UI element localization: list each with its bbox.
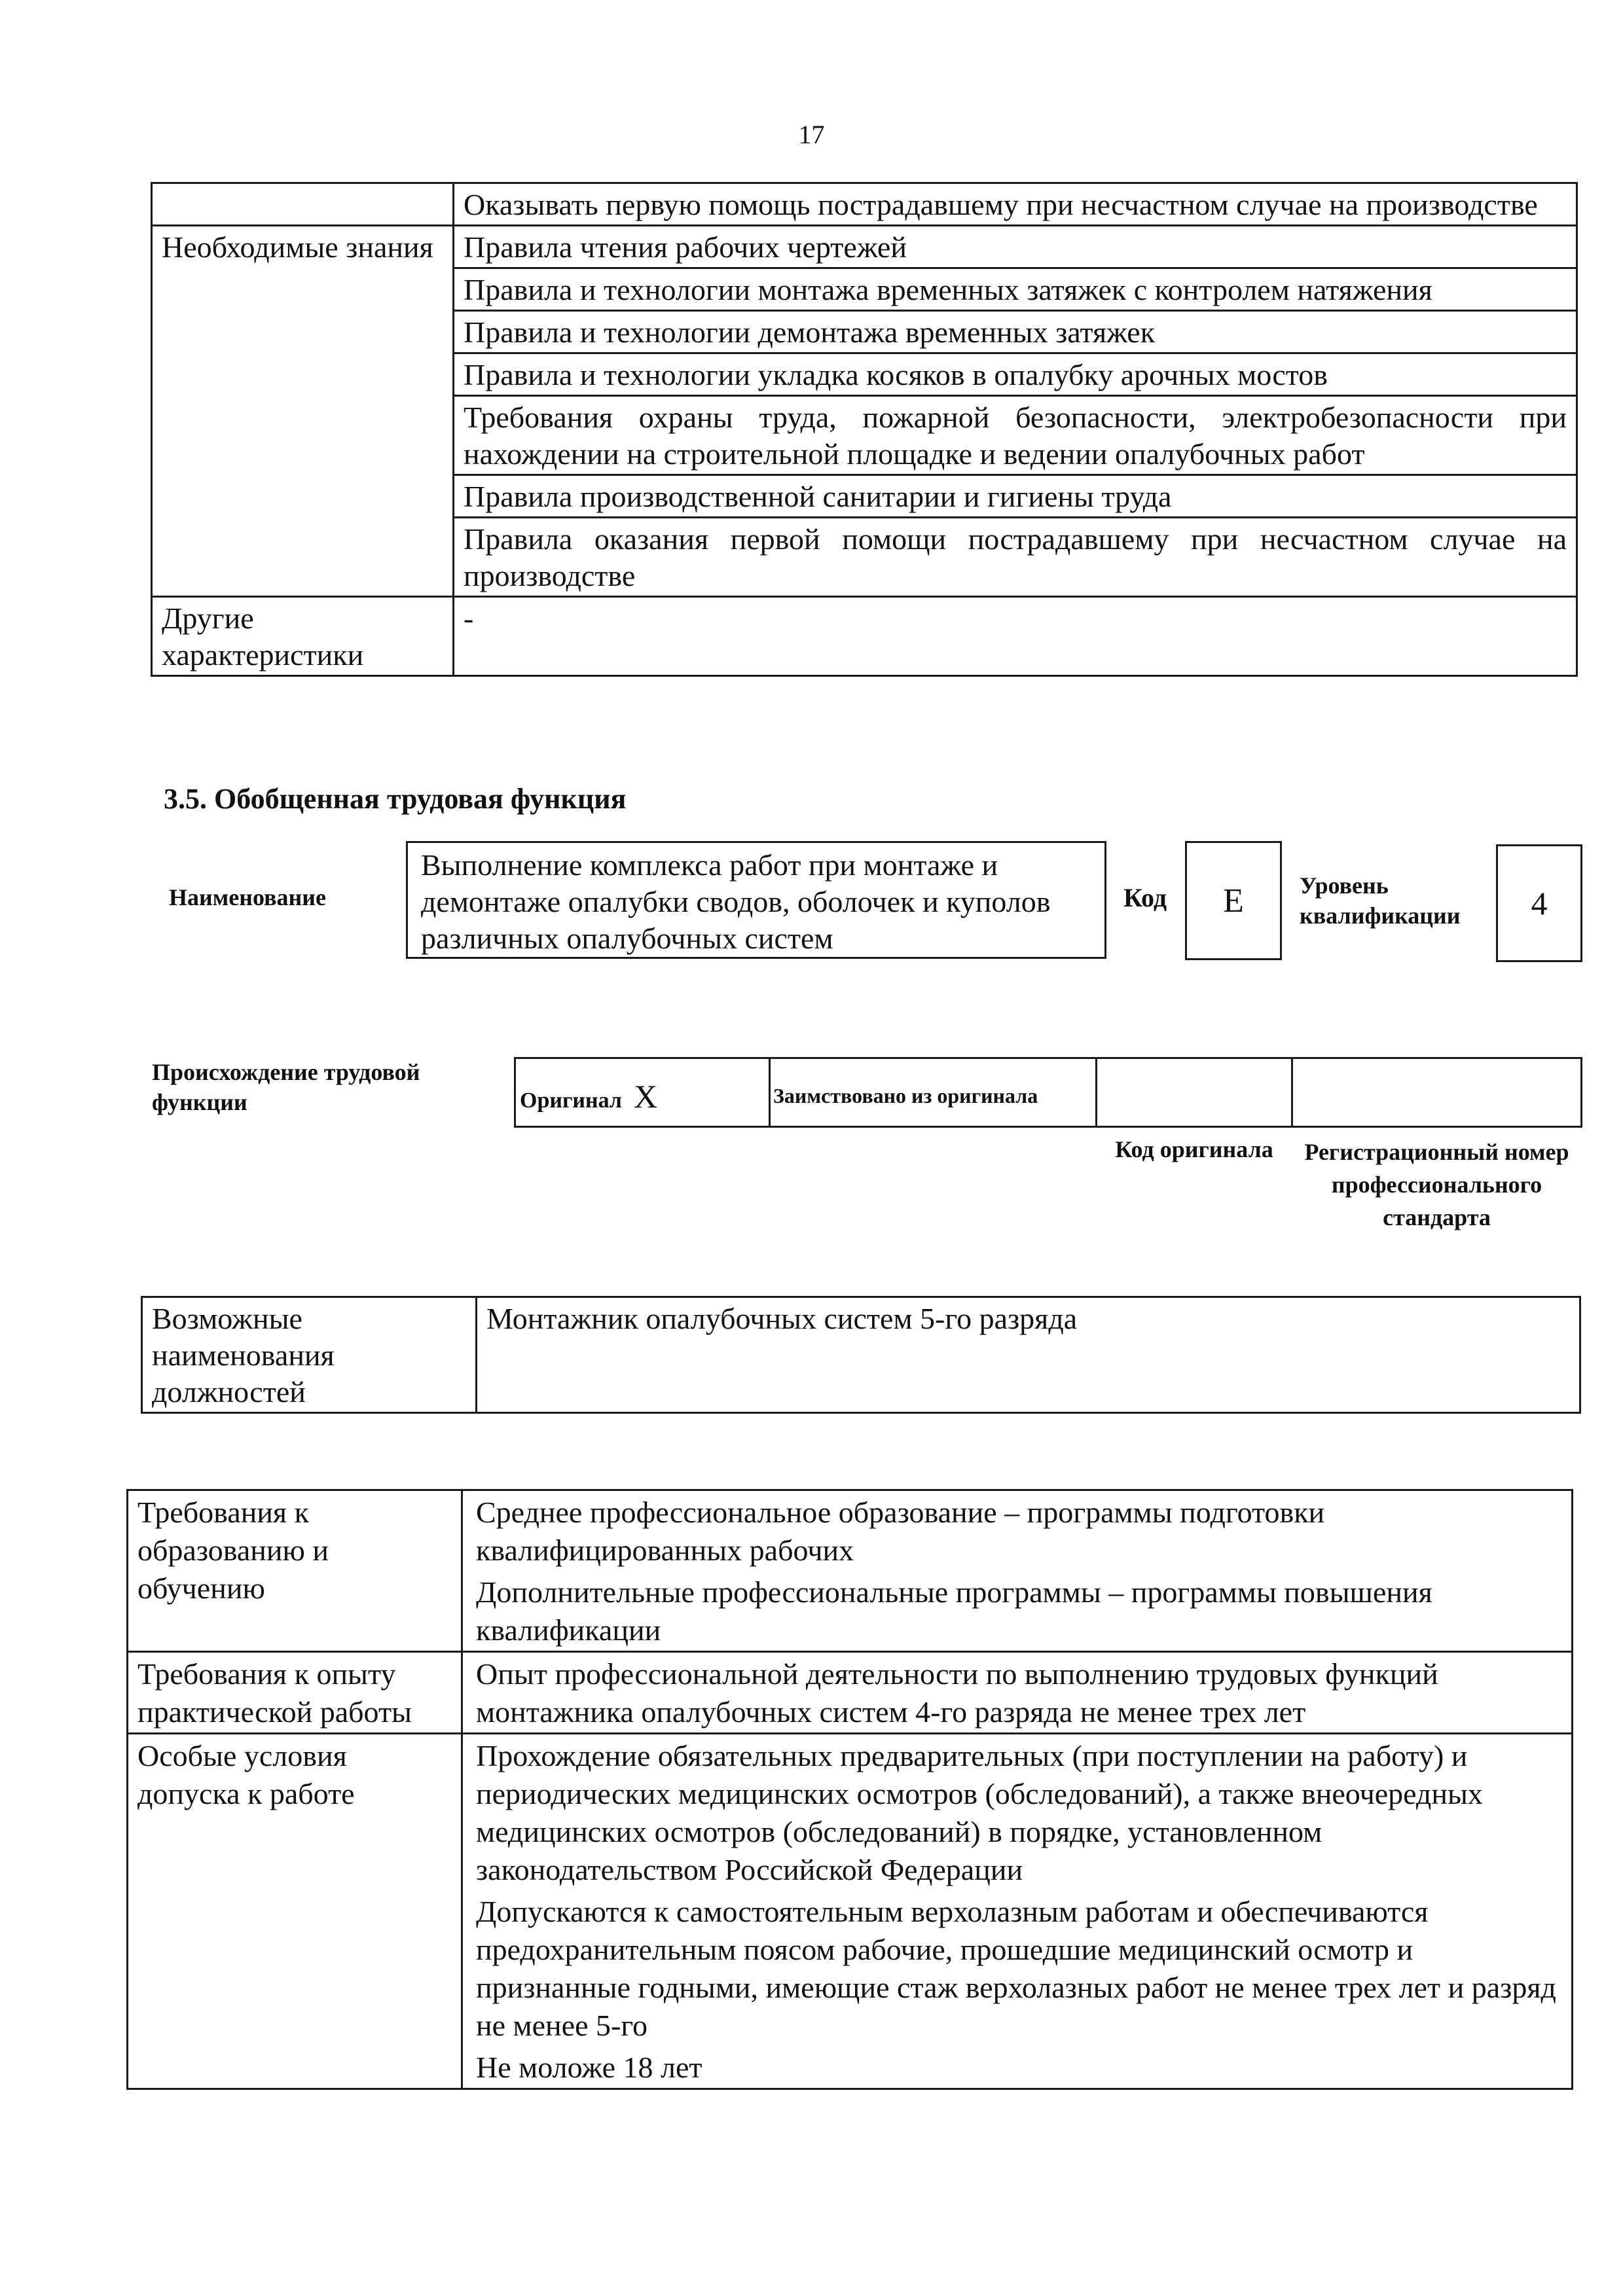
education-label: Требования к образованию и обучению [128, 1490, 462, 1652]
function-name-box: Выполнение комплекса работ при монтаже и демонтаже опалубки сводов, оболочек и куполов различных опалубочных систем [406, 841, 1106, 959]
code-label: Код [1123, 883, 1167, 912]
table-row [128, 1734, 1573, 2089]
original-cell [514, 1057, 771, 1128]
code-original-label: Код оригинала [1115, 1136, 1273, 1162]
page-number: 17 [798, 120, 825, 149]
condition-value: Не моложе 18 лет [476, 2051, 702, 2084]
reg-number-cell [1291, 1057, 1582, 1128]
name-label: Наименование [169, 884, 326, 910]
row-label [152, 183, 454, 226]
row-value: Правила и технологии укладка косяков в опалубку арочных мостов [454, 353, 1577, 396]
table-row [128, 1490, 1573, 1652]
row-value: Требования охраны труда, пожарной безопасности, электробезопасности при нахождении на строительной площадке и ведении опалубочных работ [454, 396, 1577, 475]
requirements-table [126, 1489, 1573, 2090]
original-mark: X [633, 1078, 658, 1115]
knowledge-table [151, 182, 1578, 677]
row-value: Оказывать первую помощь пострадавшему при несчастном случае на производстве [454, 183, 1577, 226]
row-value: - [454, 597, 1577, 676]
table-row [152, 226, 1577, 268]
experience-value: Опыт профессиональной деятельности по выполнению трудовых функций монтажника опалубочных систем 4-го разряда не менее трех лет [462, 1652, 1573, 1734]
education-values [462, 1490, 1573, 1652]
experience-label: Требования к опыту практической работы [128, 1652, 462, 1734]
reg-number-label: Регистрационный номер профессионального стандарта [1304, 1139, 1569, 1230]
row-value: Правила производственной санитарии и гигиены труда [454, 475, 1577, 518]
row-label-knowledge: Необходимые знания [152, 226, 454, 597]
table-row [152, 183, 1577, 226]
row-value: Правила чтения рабочих чертежей [454, 226, 1577, 268]
education-value: Дополнительные профессиональные программы – программы повышения квалификации [476, 1575, 1432, 1647]
code-original-cell [1095, 1057, 1293, 1128]
row-value: Правила и технологии монтажа временных затяжек с контролем натяжения [454, 268, 1577, 311]
conditions-values [462, 1734, 1573, 2089]
original-label: Оригинал [520, 1088, 622, 1113]
education-value: Среднее профессиональное образование – программы подготовки квалифицированных рабочих [476, 1496, 1325, 1567]
level-label: Уровень квалификации [1300, 872, 1461, 929]
table-row [152, 597, 1577, 676]
section-title: 3.5. Обобщенная трудовая функция [164, 783, 627, 815]
row-label-other: Другие характеристики [152, 597, 454, 676]
positions-label: Возможные наименования должностей [142, 1297, 477, 1413]
positions-value: Монтажник опалубочных систем 5-го разряда [477, 1297, 1580, 1413]
conditions-label: Особые условия допуска к работе [128, 1734, 462, 2089]
condition-value: Прохождение обязательных предварительных (при поступлении на работу) и периодических медицинских осмотров (обследований), а также внеочередных медицинских осмотров (обследований) в порядке, установленном законодательством Российской Федерации [476, 1739, 1483, 1886]
condition-value: Допускаются к самостоятельным верхолазным работам и обеспечиваются предохранительным поясом рабочие, прошедшие медицинский осмотр и признанные годными, имеющие стаж верхолазных работ не менее трех лет и разряд не менее 5-го [476, 1895, 1556, 2042]
borrowed-cell: Заимствовано из оригинала [769, 1057, 1097, 1128]
row-value: Правила и технологии демонтажа временных затяжек [454, 311, 1577, 353]
row-value: Правила оказания первой помощи пострадавшему при несчастном случае на производстве [454, 518, 1577, 597]
code-value-box: E [1185, 841, 1282, 960]
level-value-box: 4 [1496, 844, 1582, 962]
table-row [128, 1652, 1573, 1734]
positions-table [141, 1296, 1581, 1414]
table-row [142, 1297, 1580, 1413]
origin-label: Происхождение трудовой функции [152, 1059, 420, 1115]
